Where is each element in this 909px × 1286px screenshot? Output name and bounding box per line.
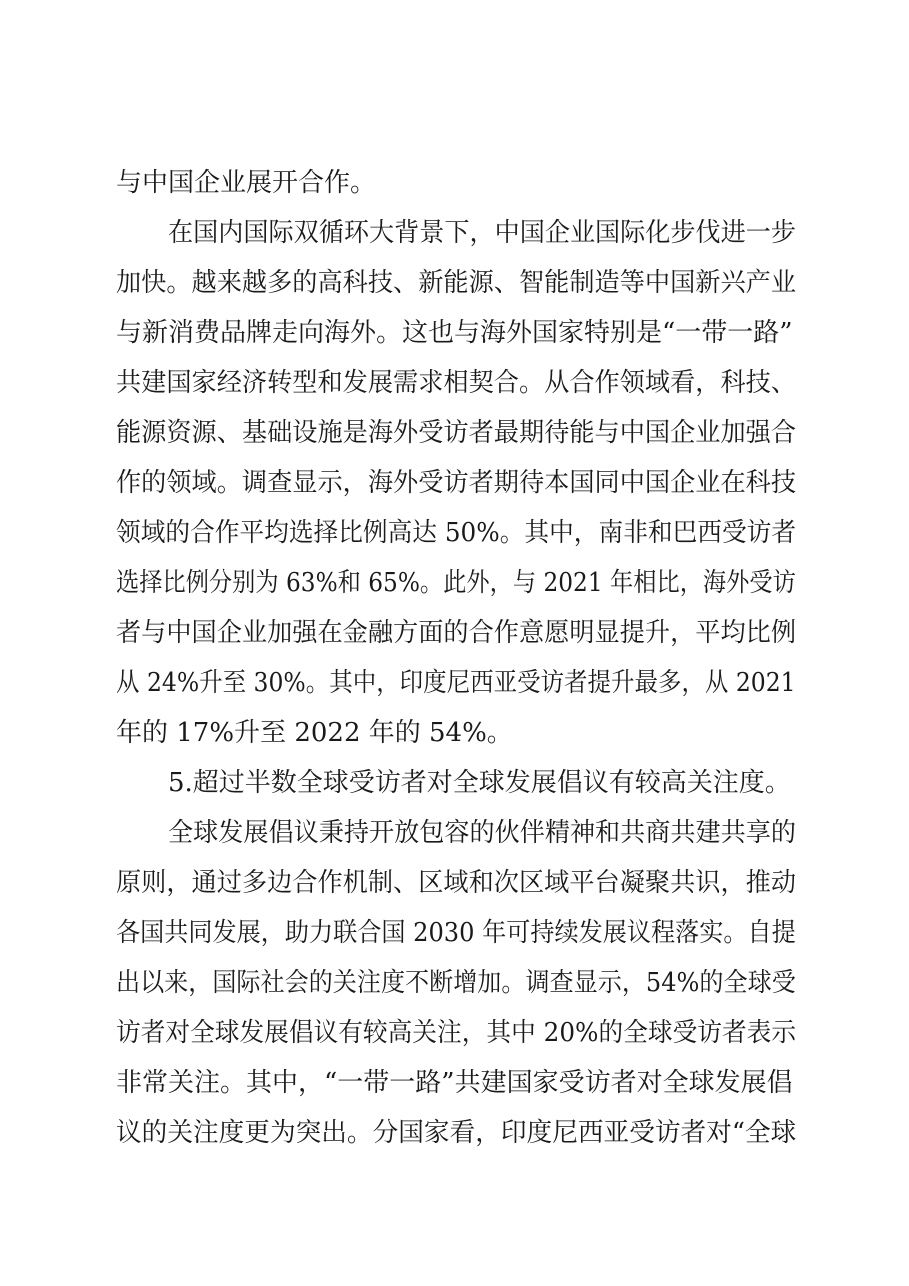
text-line-5: 共建国家经济转型和发展需求相契合。从合作领域看，科技、: [116, 368, 797, 398]
text-line-15: 原则，通过多边合作机制、区域和次区域平台凝聚共识，推动: [116, 868, 797, 898]
text-line-8: 领域的合作平均选择比例高达 50%。其中，南非和巴西受访者: [116, 518, 797, 548]
text-line-17: 出以来，国际社会的关注度不断增加。调查显示，54%的全球受: [116, 968, 796, 998]
text-line-20: 议的关注度更为突出。分国家看，印度尼西亚受访者对“全球: [116, 1118, 797, 1148]
text-line-2: 在国内国际双循环大背景下，中国企业国际化步伐进一步: [168, 218, 797, 248]
text-line-9: 选择比例分别为 63%和 65%。此外，与 2021 年相比，海外受访: [116, 568, 796, 598]
text-line-7: 作的领域。调查显示，海外受访者期待本国同中国企业在科技: [116, 468, 797, 498]
text-line-10: 者与中国企业加强在金融方面的合作意愿明显提升，平均比例: [116, 618, 797, 648]
text-line-19: 非常关注。其中，“一带一路”共建国家受访者对全球发展倡: [116, 1068, 793, 1098]
text-line-11: 从 24%升至 30%。其中，印度尼西亚受访者提升最多，从 2021: [116, 668, 796, 698]
section-heading: 5.超过半数全球受访者对全球发展倡议有较高关注度。: [168, 768, 791, 798]
text-line-16: 各国共同发展，助力联合国 2030 年可持续发展议程落实。自提: [116, 918, 796, 948]
text-line-14: 全球发展倡议秉持开放包容的伙伴精神和共商共建共享的: [168, 818, 797, 848]
text-line-1: 与中国企业展开合作。: [116, 168, 377, 198]
text-line-18: 访者对全球发展倡议有较高关注，其中 20%的全球受访者表示: [116, 1018, 797, 1048]
text-line-6: 能源资源、基础设施是海外受访者最期待能与中国企业加强合: [116, 418, 797, 448]
text-line-12: 年的 17%升至 2022 年的 54%。: [116, 718, 513, 748]
text-line-4: 与新消费品牌走向海外。这也与海外国家特别是“一带一路”: [116, 318, 793, 348]
text-line-3: 加快。越来越多的高科技、新能源、智能制造等中国新兴产业: [116, 268, 797, 298]
